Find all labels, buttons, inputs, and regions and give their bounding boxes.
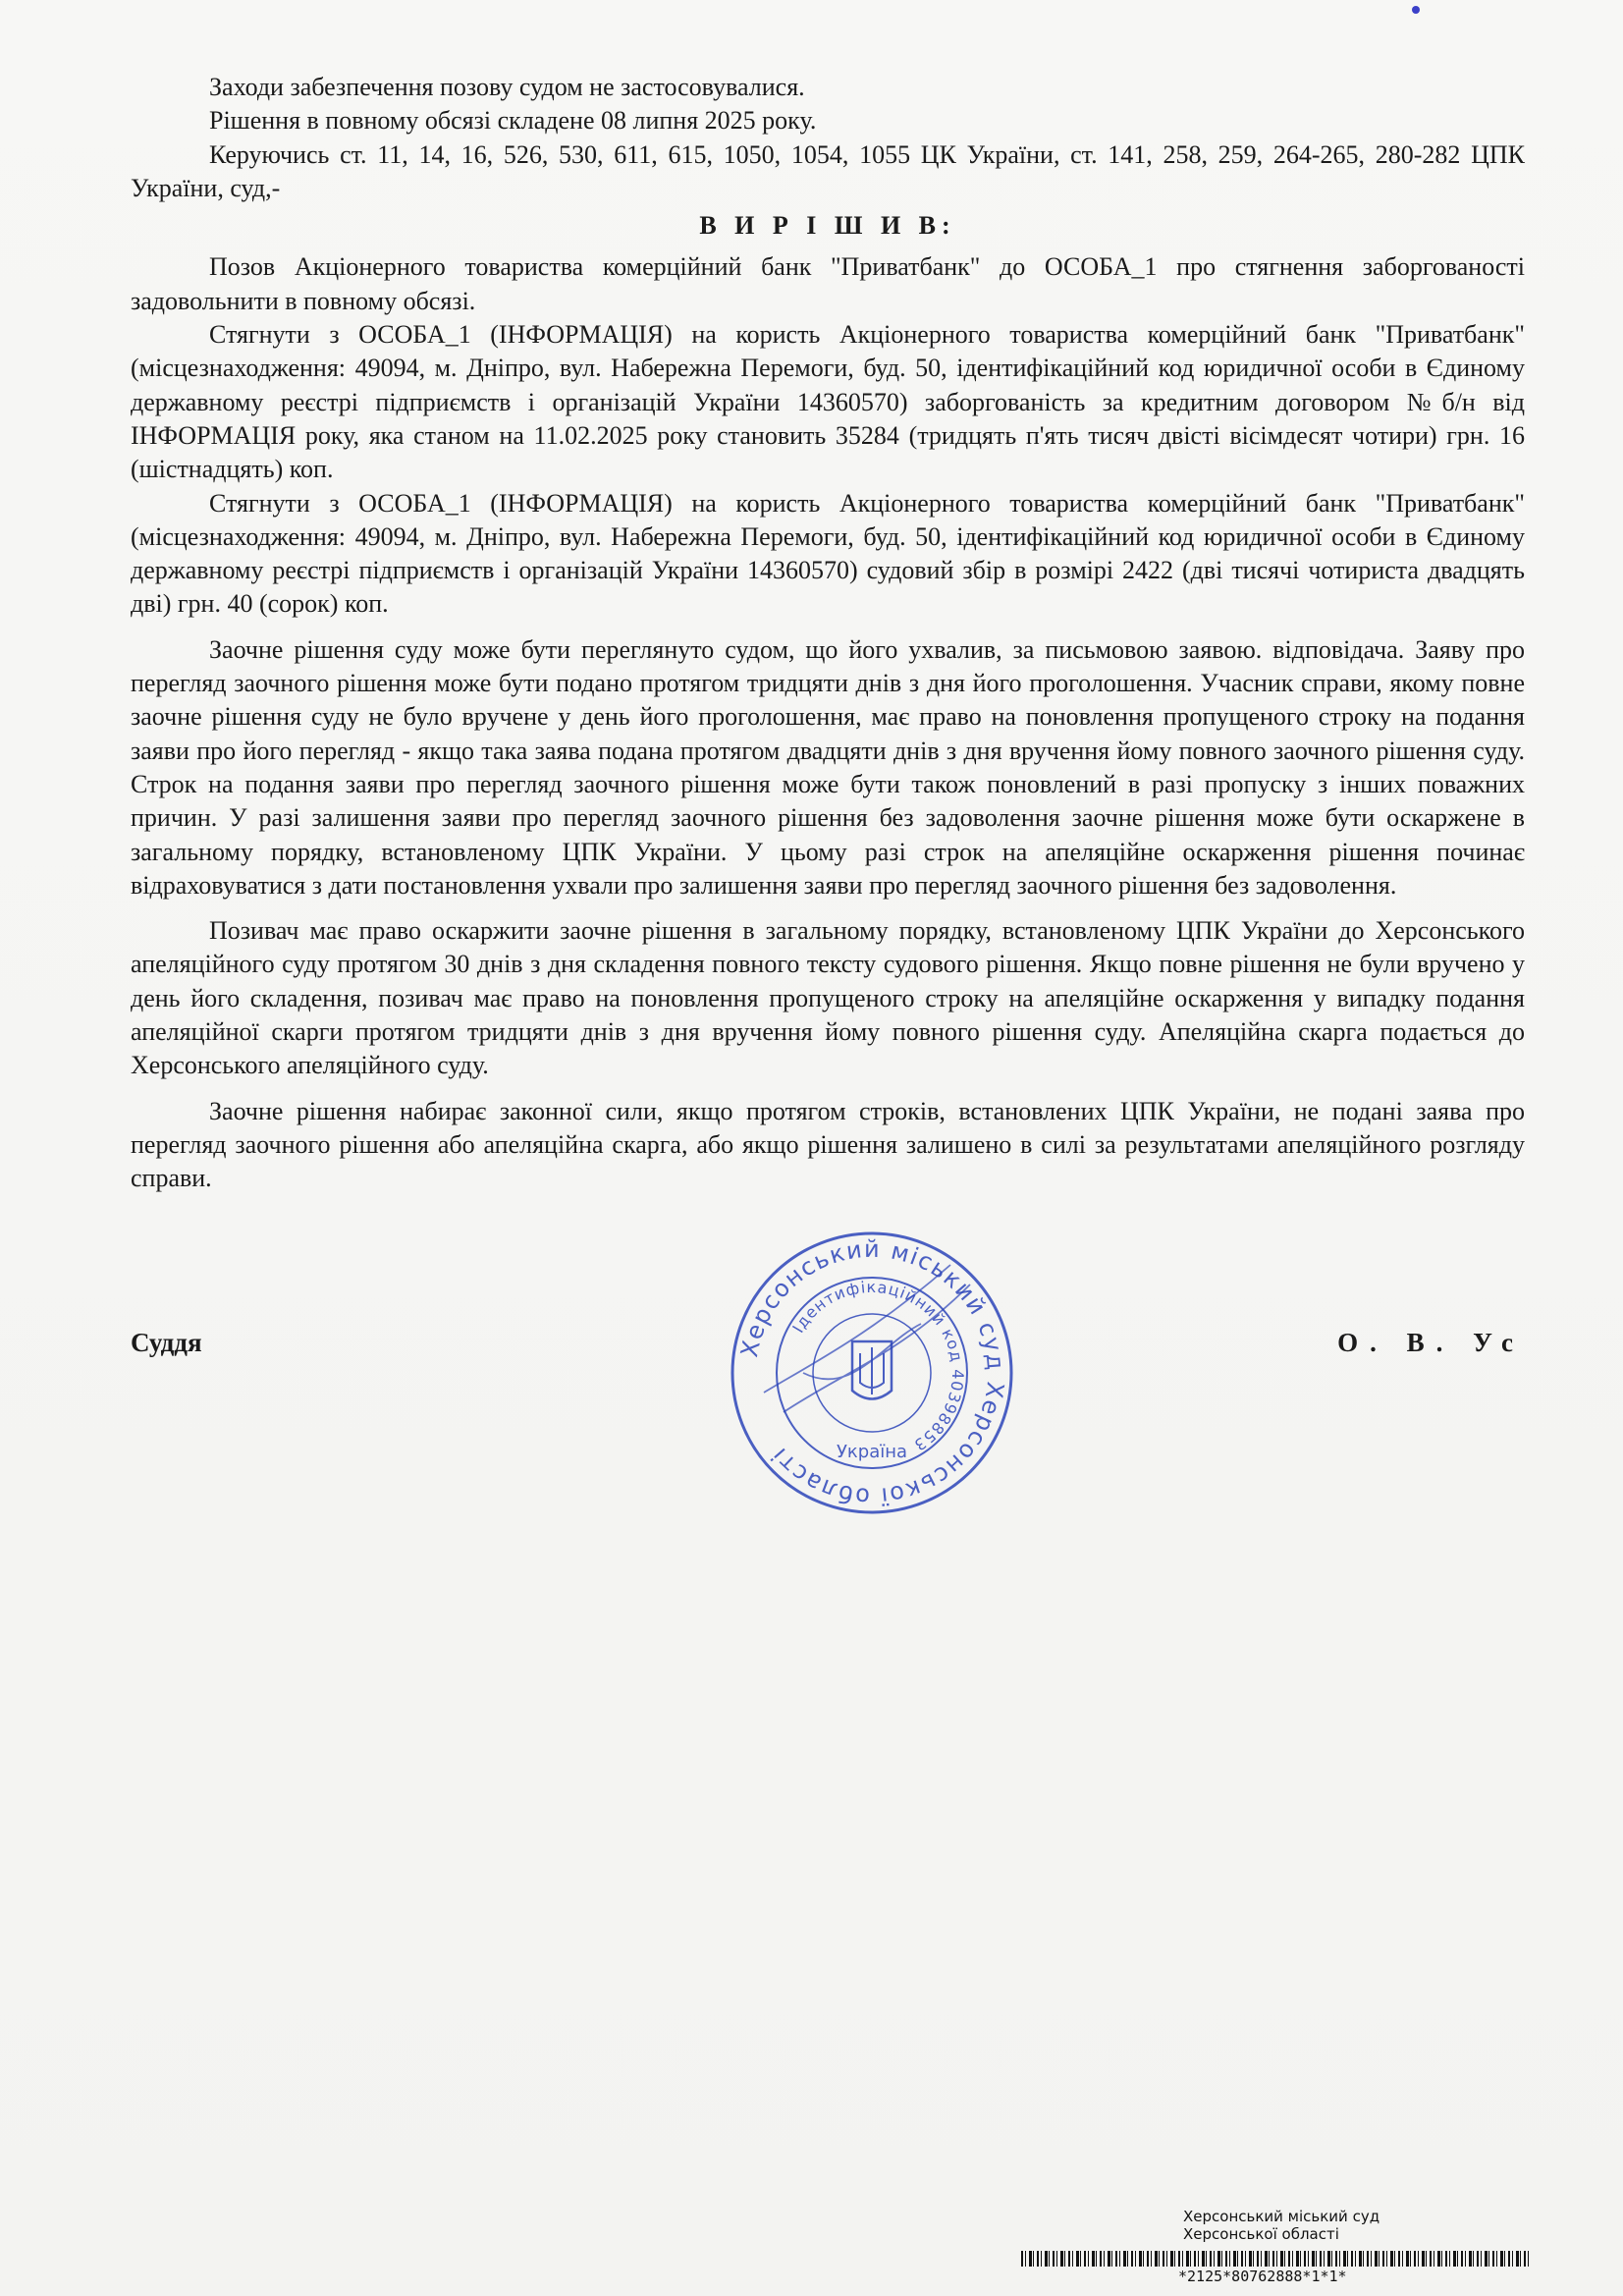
paragraph: Позивач має право оскаржити заочне рішення в загальному порядку, встановленому ЦПК України до Херсонського апеляційного суду протягом 30 днів з дня складення повного тексту судового рішення. Якщо повне рішення не були вручено у день його складення, позивач має право на поновлення пропущеного строку на апеляційне оскарження у випадку подання апеляційної скарги протягом тридцяти днів з дня вручення йому повного рішення суду. Апеляційна скарга подається до Херсонського апеляційного суду. (131, 916, 1525, 1080)
court-stamp (725, 1226, 1019, 1520)
paragraph: Заочне рішення суду може бути переглянуто судом, що його ухвалив, за письмовою заявою. відповідача. Заяву про перегляд заочного рішення може бути подано протягом тридцяти днів з дня його проголошення. Учасник справи, якому повне заочне рішення суду не було вручене у день його проголошення, має право на поновлення пропущеного строку на подання заяви про його перегляд - якщо така заява подана протягом двадцяти днів з дня вручення йому повного заочного рішення суду. Строк на подання заяви про перегляд заочного рішення може бути також поновлений в разі пропуску з інших поважних причин. У разі залишення заяви про перегляд заочного рішення без задоволення заочне рішення може бути оскаржене в загальному порядку, встановленому ЦПК України. У цьому разі строк на апеляційне оскарження рішення починає відраховуватися з дати постановлення ухвали про залишення заяви про перегляд заочного рішення без задоволення. (131, 634, 1525, 900)
document-body (131, 71, 1525, 1196)
paragraph: Заходи забезпечення позову судом не застосовувалися. (209, 73, 805, 101)
paragraph: Стягнути з ОСОБА_1 (ІНФОРМАЦІЯ) на користь Акціонерного товариства комерційний банк "Приватбанк" (місцезнаходження: 49094, м. Дніпро, вул. Набережна Перемоги, буд. 50, ідентифікаційний код юридичної особи в Єдиному державному реєстрі підприємств і організацій України 14360570) судовий збір в розмірі 2422 (дві тисячі чотириста двадцять дві) грн. 40 (сорок) коп. (131, 488, 1525, 619)
judge-label: Суддя (131, 1328, 202, 1357)
stamp-country: Україна (836, 1442, 908, 1462)
barcode (1021, 2251, 1532, 2267)
paragraph: Позов Акціонерного товариства комерційний банк "Приватбанк" до ОСОБА_1 про стягнення заборгованості задовольнити в повному обсязі. (131, 252, 1525, 315)
svg-text:Ідентифікаційний код 40398853 (788, 1278, 967, 1455)
stamp-outer-text: Херсонський міський суд Херсонської області (735, 1234, 1010, 1511)
paragraph: Заочне рішення набирає законної сили, якщо протягом строків, встановлених ЦПК України, не подані заява про перегляд заочного рішення або апеляційна скарга, або якщо рішення залишено в силі за результатами апеляційного розгляду справи. (131, 1096, 1525, 1193)
ink-dot (1412, 6, 1420, 14)
stamp-inner-text: Ідентифікаційний код 40398853 (788, 1277, 968, 1455)
paragraph: Рішення в повному обсязі складене 08 липня 2025 року. (209, 106, 817, 136)
footer-court (1021, 2208, 1532, 2243)
footer-court-line1: Херсонський міський суд (1183, 2208, 1380, 2225)
paragraph: Керуючись ст. 11, 14, 16, 526, 530, 611, 615, 1050, 1054, 1055 ЦК України, ст. 141, 258, 259, 264-265, 280-282 ЦПК України, суд,- (131, 139, 1525, 202)
decision-heading: В И Р І Ш И В: (699, 211, 956, 241)
judge-name: О. В. Ус (1337, 1328, 1525, 1357)
footer-court-line2: Херсонської області (1183, 2225, 1339, 2243)
paragraph: Стягнути з ОСОБА_1 (ІНФОРМАЦІЯ) на користь Акціонерного товариства комерційний банк "Приватбанк" (місцезнаходження: 49094, м. Дніпро, вул. Набережна Перемоги, буд. 50, ідентифікаційний код юридичної особи в Єдиному державному реєстрі підприємств і організацій України 14360570) заборгованість за кредитним договором №б/н від ІНФОРМАЦІЯ року, яка станом на 11.02.2025 року становить 35284 (тридцять п'ять тисяч двісті вісімдесят чотири) грн. 16 (шістнадцять) коп. (131, 320, 1525, 484)
barcode-text: *2125*80762888*1*1* (1178, 2268, 1347, 2285)
